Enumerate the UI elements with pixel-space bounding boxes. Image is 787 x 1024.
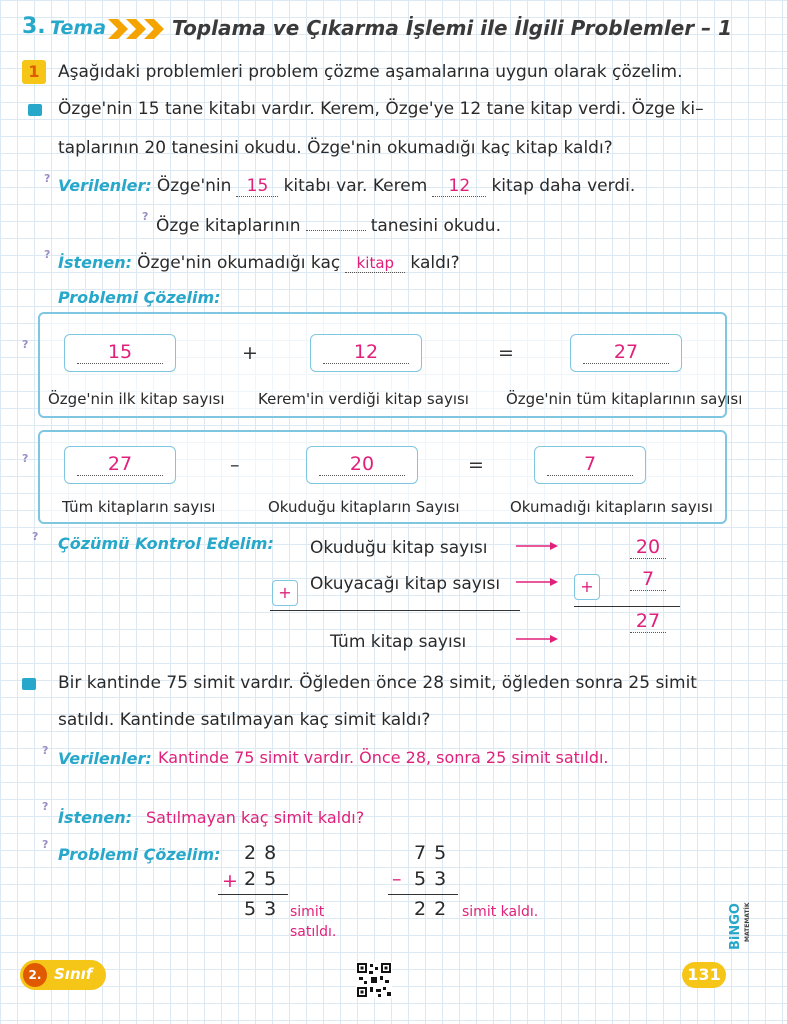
problem2-verilenler-label: Verilenler:: [58, 749, 152, 768]
addition-note-2: satıldı.: [290, 924, 337, 940]
hint-question-icon: ?: [32, 530, 39, 543]
verilenler-line2-text-2: tanesini okudu.: [370, 216, 501, 236]
grade-number: 2.: [23, 963, 47, 987]
problem-bullet-icon: [28, 104, 42, 116]
kontrol-value-1: 20: [630, 536, 666, 559]
problem-bullet-icon: [22, 678, 36, 690]
arrow-right-icon: [516, 634, 558, 644]
problem1-cozelim-label: Problemi Çözelim:: [58, 288, 221, 307]
verilenler-text-2: kitabı var. Kerem: [283, 176, 428, 196]
activity-number-badge: 1: [22, 60, 46, 84]
kontrol-plus-left: +: [272, 580, 298, 606]
section-number: 3.: [22, 14, 46, 39]
answer-box-a: 27: [64, 446, 176, 484]
brand-logo: [728, 890, 758, 950]
hint-question-icon: ?: [22, 452, 29, 465]
addition-rule: [218, 894, 288, 895]
minus-operator: –: [230, 454, 240, 476]
verilenler-value-2: 12: [432, 176, 486, 197]
subtraction-middle: 5 3: [414, 868, 448, 890]
verilenler-text-1: Özge'nin: [156, 176, 232, 196]
chevrons-icon: [108, 17, 164, 41]
hint-question-icon: ?: [42, 838, 49, 851]
verilenler-blank: [306, 215, 366, 231]
grade-label: Sınıf: [54, 965, 93, 983]
addition-note-1: simit: [290, 904, 325, 920]
arrow-right-icon: [516, 541, 558, 551]
kontrol-value-2: 7: [630, 568, 666, 591]
caption-a: Tüm kitapların sayısı: [62, 498, 216, 516]
hint-question-icon: ?: [42, 744, 49, 757]
problem1-verilenler-line2: [156, 215, 501, 236]
addition-result: 5 3: [244, 898, 278, 920]
tema-label: Tema: [50, 17, 107, 39]
addition-middle: 2 5: [244, 868, 278, 890]
hint-question-icon: ?: [42, 800, 49, 813]
solution-row-1: [38, 312, 743, 418]
istenen-label: İstenen:: [58, 253, 133, 272]
answer-box-b: 20: [306, 446, 418, 484]
subtraction-top: 7 5: [414, 842, 448, 864]
kontrol-plus-right: +: [574, 574, 600, 600]
activity-instruction: Aşağıdaki problemleri problem çözme aşamalarına uygun olarak çözelim.: [58, 62, 683, 82]
kontrol-rule-right: [574, 606, 680, 607]
caption-b: Okuduğu kitapların Sayısı: [268, 498, 460, 516]
arrow-right-icon: [516, 577, 558, 587]
kontrol-line1: Okuduğu kitap sayısı: [310, 538, 488, 558]
caption-b: Kerem'in verdiği kitap sayısı: [258, 390, 469, 408]
solution-row-2: [38, 430, 727, 524]
brand-name: BiNGO: [728, 903, 743, 950]
page-number: 131: [682, 962, 726, 988]
caption-c: Okumadığı kitapların sayısı: [510, 498, 713, 516]
answer-box-c: 7: [534, 446, 646, 484]
subtraction-rule: [388, 894, 458, 895]
problem2-istenen-text: Satılmayan kaç simit kaldı?: [146, 808, 365, 827]
hint-question-icon: ?: [44, 248, 51, 261]
problem1-text-line2: taplarının 20 tanesini okudu. Özge'nin okumadığı kaç kitap kaldı?: [58, 138, 613, 158]
problem1-text-line1: Özge'nin 15 tane kitabı vardır. Kerem, Özge'ye 12 tane kitap verdi. Özge ki–: [58, 99, 704, 119]
equals-operator: =: [468, 454, 484, 476]
qr-code-icon: [356, 962, 392, 998]
equals-operator: =: [498, 342, 514, 364]
page-title: Toplama ve Çıkarma İşlemi ile İlgili Problemler – 1: [172, 16, 732, 40]
verilenler-line2-text-1: Özge kitaplarının: [156, 216, 301, 236]
answer-box-a: 15: [64, 334, 176, 372]
grade-badge: [20, 960, 106, 990]
problem1-istenen: [58, 253, 460, 273]
kontrol-value-3: 27: [630, 610, 666, 633]
problem2-verilenler-text: Kantinde 75 simit vardır. Önce 28, sonra 25 simit satıldı.: [158, 748, 609, 767]
subtraction-operator: –: [392, 868, 402, 890]
subtraction-note: simit kaldı.: [462, 904, 539, 920]
problem1-verilenler: [58, 176, 635, 197]
verilenler-text-3: kitap daha verdi.: [491, 176, 636, 196]
istenen-text-2: kaldı?: [410, 253, 460, 273]
verilenler-value-1: 15: [236, 176, 278, 197]
kontrol-rule-left: [270, 610, 520, 611]
kontrol-label: Çözümü Kontrol Edelim:: [58, 534, 274, 553]
caption-a: Özge'nin ilk kitap sayısı: [48, 390, 225, 408]
kontrol-line2: Okuyacağı kitap sayısı: [310, 574, 501, 594]
hint-question-icon: ?: [142, 210, 149, 223]
plus-operator: +: [242, 342, 258, 364]
hint-question-icon: ?: [44, 172, 51, 185]
problem2-cozelim-label: Problemi Çözelim:: [58, 845, 221, 864]
problem2-istenen-label: İstenen:: [58, 808, 133, 827]
problem2-text-line1: Bir kantinde 75 simit vardır. Öğleden önce 28 simit, öğleden sonra 25 simit: [58, 673, 697, 693]
answer-box-c: 27: [570, 334, 682, 372]
istenen-text-1: Özge'nin okumadığı kaç: [137, 253, 341, 273]
verilenler-label: Verilenler:: [58, 176, 152, 195]
caption-c: Özge'nin tüm kitaplarının sayısı: [506, 390, 743, 408]
istenen-value: kitap: [345, 254, 405, 273]
addition-top: 2 8: [244, 842, 278, 864]
answer-box-b: 12: [310, 334, 422, 372]
kontrol-line3: Tüm kitap sayısı: [330, 632, 467, 652]
hint-question-icon: ?: [22, 338, 29, 351]
problem2-text-line2: satıldı. Kantinde satılmayan kaç simit kaldı?: [58, 710, 431, 730]
brand-sub: MATEMATİK: [744, 902, 751, 942]
subtraction-result: 2 2: [414, 898, 448, 920]
addition-operator: +: [222, 870, 238, 892]
